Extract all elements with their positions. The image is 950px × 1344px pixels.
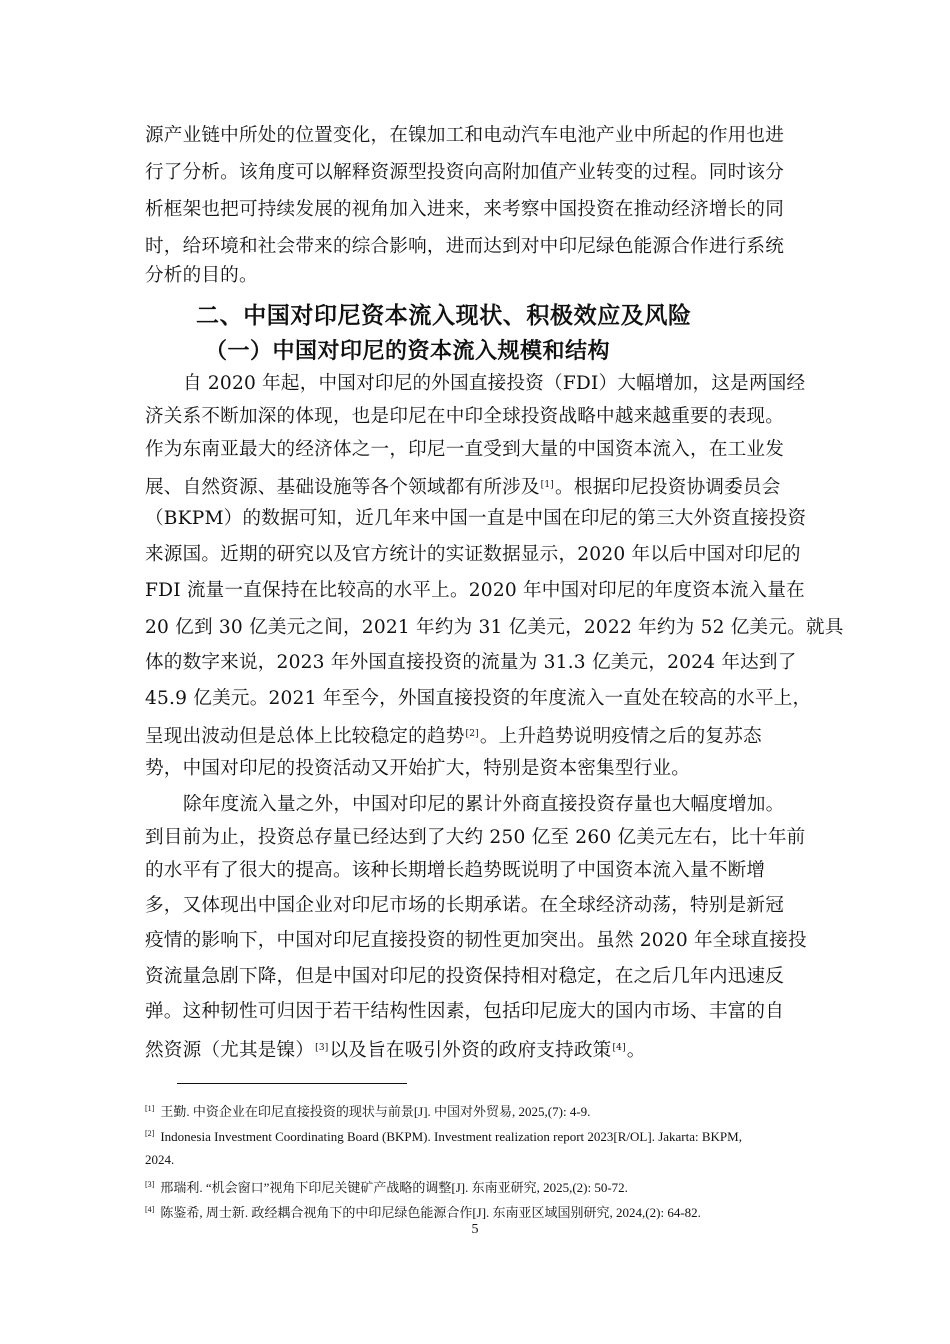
body-text-line: 作为东南亚最大的经济体之一，印尼一直受到大量的中国资本流入，在工业发 [145, 439, 784, 460]
body-text-line: 行了分析。该角度可以解释资源型投资向高附加值产业转变的过程。同时该分 [145, 162, 784, 183]
body-text-line: 分析的目的。 [145, 265, 258, 286]
footnote-mark: [4] [145, 1205, 155, 1214]
body-text-line: 济关系不断加深的体现，也是印尼在中印全球投资战略中越来越重要的表现。 [145, 406, 784, 427]
page-number: 5 [471, 1222, 479, 1237]
body-text-line: FDI 流量一直保持在比较高的水平上。2020 年中国对印尼的年度资本流入量在 [145, 580, 805, 601]
footnote [145, 1176, 628, 1197]
body-text-line: 20 亿到 30 亿美元之间，2021 年约为 31 亿美元，2022 年约为 52 亿美元。就具 [145, 617, 844, 638]
footnote-ref: [1] [540, 480, 555, 490]
footnote-text: 王勤. 中资企业在印尼直接投资的现状与前景[J]. 中国对外贸易, 2025,(7): 4-9. [160, 1104, 591, 1119]
body-text-line: 来源国。近期的研究以及官方统计的实证数据显示，2020 年以后中国对印尼的 [145, 544, 801, 565]
body-text-line [145, 1036, 646, 1063]
footnote-ref: [4] [612, 1043, 626, 1053]
footnote-separator [177, 1083, 407, 1084]
section-heading: 二、中国对印尼资本流入现状、积极效应及风险 [196, 303, 692, 329]
footnote-mark: [1] [145, 1104, 155, 1113]
footnote-continuation: 2024. [145, 1152, 175, 1167]
body-text-span: 以及旨在吸引外资的政府支持政策 [329, 1040, 612, 1061]
body-text-line: 弹。这种韧性可归因于若干结构性因素，包括印尼庞大的国内市场、丰富的自 [145, 1001, 784, 1022]
footnote-text: 陈鉴希, 周士新. 政经耦合视角下的中印尼绿色能源合作[J]. 东南亚区域国别研究, 2024,(2): 64-82. [160, 1205, 701, 1220]
footnote-text: Indonesia Investment Coordinating Board (BKPM). Investment realization report 2023[R/OL]. Jakarta: BKPM, [160, 1129, 742, 1144]
body-text-line: 时，给环境和社会带来的综合影响，进而达到对中印尼绿色能源合作进行系统 [145, 236, 784, 257]
body-text-line: 45.9 亿美元。2021 年至今，外国直接投资的年度流入一直处在较高的水平上， [145, 688, 812, 709]
footnote [145, 1201, 701, 1222]
body-text-span: 。根据印尼投资协调委员会 [555, 477, 781, 498]
body-text-line: 势，中国对印尼的投资活动又开始扩大，特别是资本密集型行业。 [145, 758, 691, 779]
body-text-line: 源产业链中所处的位置变化，在镍加工和电动汽车电池产业中所起的作用也进 [145, 125, 784, 146]
body-text-line: 析框架也把可持续发展的视角加入进来，来考察中国投资在推动经济增长的同 [145, 199, 784, 220]
body-text-span: 。 [626, 1040, 646, 1061]
body-text-span: 展、自然资源、基础设施等各个领域都有所涉及 [145, 477, 540, 498]
body-text-span: 。上升趋势说明疫情之后的复苏态 [479, 726, 762, 747]
body-text-line: 疫情的影响下，中国对印尼直接投资的韧性更加突出。虽然 2020 年全球直接投 [145, 930, 807, 951]
footnote-text: 邢瑞利. “机会窗口”视角下印尼关键矿产战略的调整[J]. 东南亚研究, 2025,(2): 50-72. [160, 1180, 628, 1195]
footnote-ref: [3] [315, 1043, 329, 1053]
body-text-span: 然资源（尤其是镍） [145, 1040, 315, 1061]
footnote [145, 1125, 742, 1146]
footnote-mark: [3] [145, 1180, 155, 1189]
footnote [145, 1100, 590, 1121]
subsection-heading: （一）中国对印尼的资本流入规模和结构 [205, 339, 611, 364]
footnote-mark: [2] [145, 1129, 155, 1138]
body-text-line [145, 473, 781, 500]
body-text-line: 除年度流入量之外，中国对印尼的累计外商直接投资存量也大幅度增加。 [183, 794, 785, 815]
body-text-line: 自 2020 年起，中国对印尼的外国直接投资（FDI）大幅增加，这是两国经 [183, 373, 806, 394]
body-text-line: 到目前为止，投资总存量已经达到了大约 250 亿至 260 亿美元左右，比十年前 [145, 827, 806, 848]
body-text-span: 呈现出波动但是总体上比较稳定的趋势 [145, 726, 465, 747]
body-text-line: 的水平有了很大的提高。该种长期增长趋势既说明了中国资本流入量不断增 [145, 860, 766, 881]
body-text-line [145, 722, 762, 749]
body-text-line: （BKPM）的数据可知，近几年来中国一直是中国在印尼的第三大外资直接投资 [145, 508, 807, 529]
body-text-line: 资流量急剧下降，但是中国对印尼的投资保持相对稳定，在之后几年内迅速反 [145, 966, 784, 987]
footnote-ref: [2] [465, 729, 479, 739]
body-text-line: 体的数字来说，2023 年外国直接投资的流量为 31.3 亿美元，2024 年达到了 [145, 652, 797, 673]
body-text-line: 多，又体现出中国企业对印尼市场的长期承诺。在全球经济动荡，特别是新冠 [145, 895, 784, 916]
